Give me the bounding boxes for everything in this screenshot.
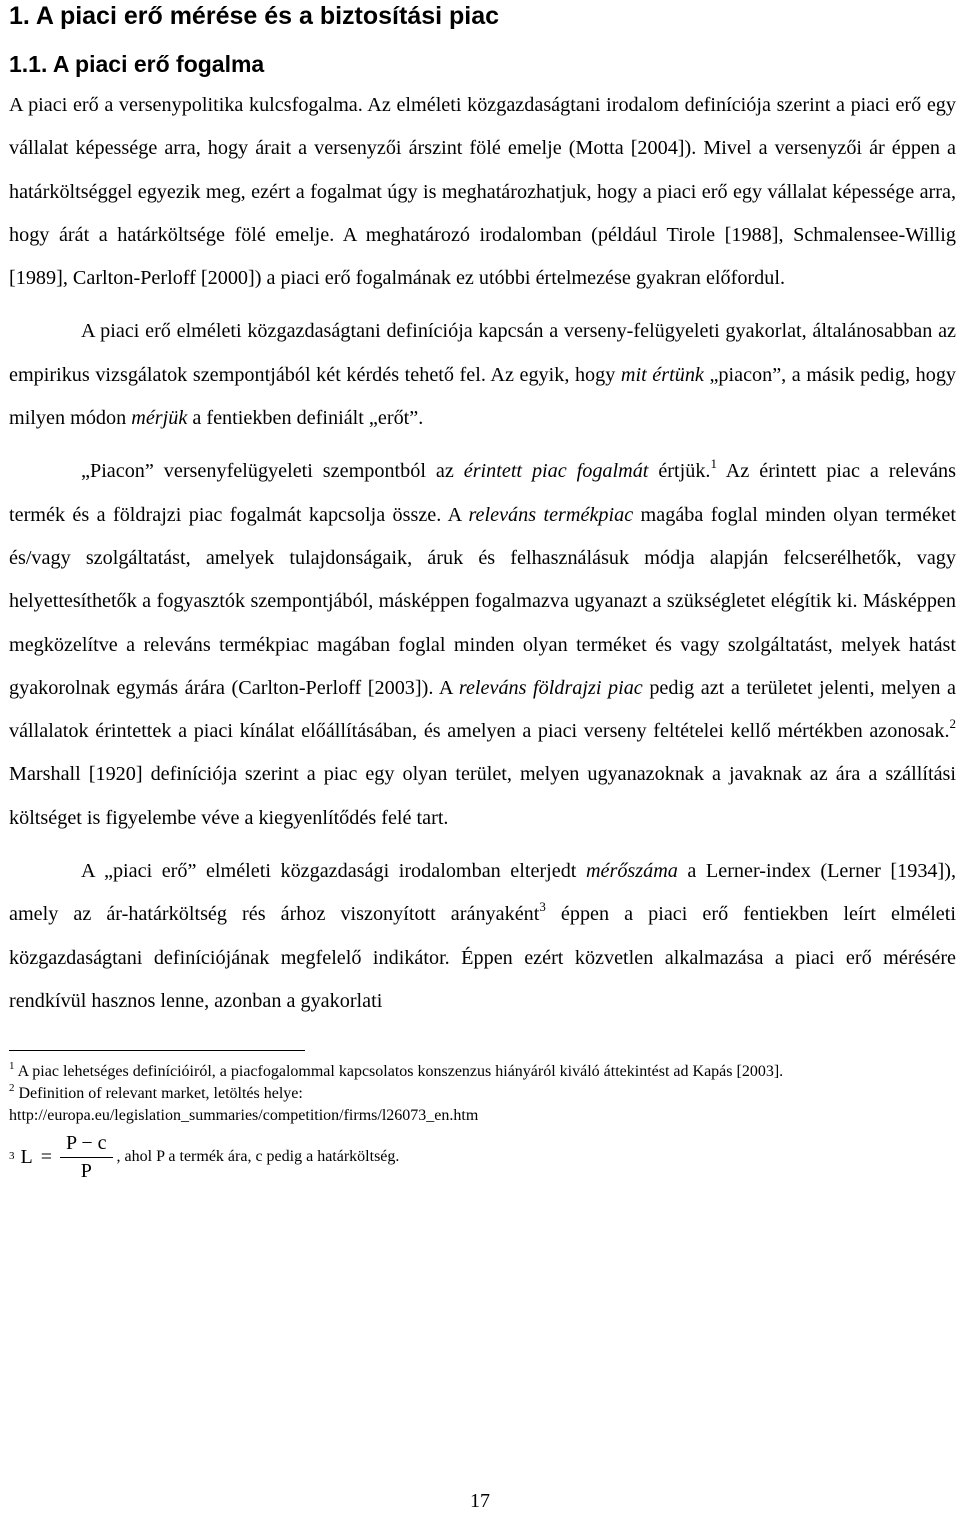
document-page xyxy=(9,0,956,1183)
footnote-ref-1: 1 xyxy=(710,456,717,472)
paragraph-1: A piaci erő a versenypolitika kulcsfogalma. Az elméleti közgazdaságtani irodalom definíciója szerint a piaci erő egy vállalat képessége arra, hogy árait a versenyzői árszint fölé emelje (Motta [2004]). Mivel a versenyzői ár éppen a határköltséggel egyezik meg, ezért a fogalmat úgy is meghatározhatjuk, hogy a piaci erő egy vállalat képessége arra, hogy árát a határköltsége fölé emelje. A meghatározó irodalomban (például Tirole [1988], Schmalensee-Willig [1989], Carlton-Perloff [2000]) a piaci erő fogalmának ez utóbbi értelmezése gyakran előfordul. xyxy=(9,94,956,290)
footnote-1: $^1$ A piac lehetséges definícióiról, a piacfogalommal kapcsolatos konszenzus hiányáról kiváló áttekintést ad Kapás [2003]. xyxy=(9,1060,784,1081)
footnote-ref-2: 2 xyxy=(949,716,956,732)
footnote-2: $^2$ Definition of relevant market, letöltés helye: xyxy=(9,1082,303,1103)
paragraph-2: A piaci erő elméleti közgazdaságtani definíciója kapcsán a verseny-felügyeleti gyakorlat, általánosabban az empirikus vizsgálatok szempontjából két kérdés tehető fel. Az egyik, hogy mit értünk „piacon”, a másik pedig, hogy milyen módon mérjük a fentiekben definiált „erőt”. xyxy=(9,320,957,430)
chapter-heading: 1. A piaci erő mérése és a biztosítási piac xyxy=(9,2,500,30)
lerner-formula: L = $\frac{P - c}{P}$ xyxy=(21,1131,113,1183)
section-heading: 1.1. A piaci erő fogalma xyxy=(9,51,265,77)
footnote-2-url: http://europa.eu/legislation_summaries/competition/firms/l26073_en.htm xyxy=(9,1107,479,1125)
paragraph-4: A „piaci erő” elméleti közgazdasági irodalomban elterjedt mérőszáma a Lerner-index (Lerner [1934]), amely az ár-határköltség rés árhoz viszonyított arányaként$^3$ éppen a piaci erő fentiekben leírt elméleti közgazdaságtani definíciójának megfelelő indikátor. Éppen ezért közvetlen alkalmazása a piaci erő mérésére rendkívül hasznos lenne, azonban a gyakorlati xyxy=(9,860,956,1012)
footnote-3: 3 L = $\frac{P - c}{P}$ , ahol P a termék ára, c pedig a határköltség. xyxy=(9,1132,400,1183)
page-number: 17 xyxy=(470,1490,490,1512)
footnote-ref-3: 3 xyxy=(539,899,546,915)
footnote-separator xyxy=(9,1050,305,1051)
paragraph-3: „Piacon” versenyfelügyeleti szempontból az érintett piac fogalmát értjük.$^1$ Az érintett piac a releváns termék és a földrajzi piac fogalmát kapcsolja össze. A releváns termékpiac magába foglal minden olyan terméket és/vagy szolgáltatást, amelyek tulajdonságaik, áruk és felhasználásuk módja alapján felcserélhetők, vagy helyettesíthetők a fogyasztók szempontjából, másképpen fogalmazva ugyanazt a szükségletet elégítik ki. Másképpen megközelítve a releváns termékpiac magában foglal minden olyan terméket és vagy szolgáltatást, melyek hatást gyakorolnak egymás árára (Carlton-Perloff [2003]). A releváns földrajzi piac pedig azt a területet jelenti, melyen a vállalatok érintettek a piaci kínálat előállításában, és amelyen a piaci verseny feltételei kellő mértékben azonosak.$^2$ Marshall [1920] definíciója szerint a piac egy olyan terület, melyen ugyanazoknak a javaknak az ára a szállítási költséget is figyelembe véve a kiegyenlítődés felé tart. xyxy=(9,456,957,829)
